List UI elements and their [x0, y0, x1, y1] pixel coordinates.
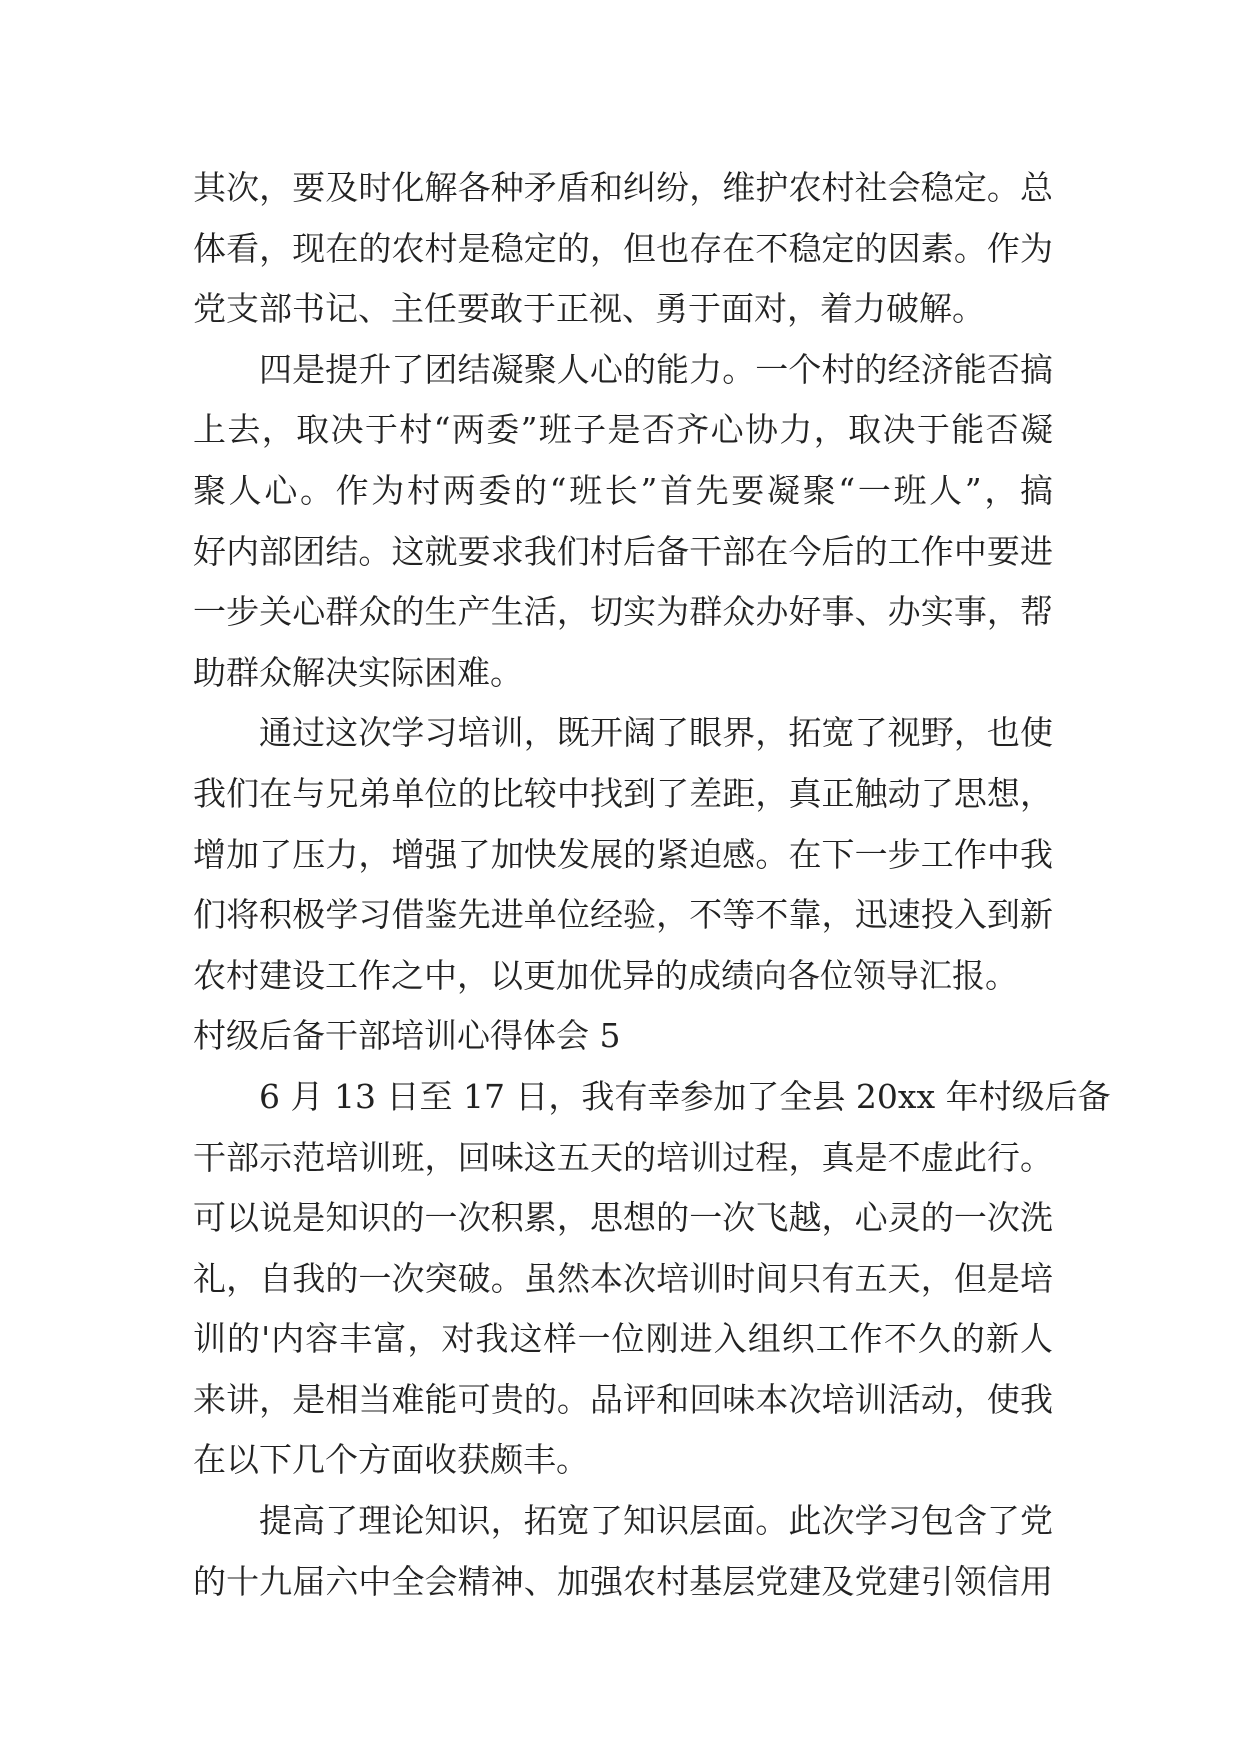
text-line: 其次，要及时化解各种矛盾和纠纷，维护农村社会稳定。总 [193, 168, 1053, 207]
heading-text: 村级后备干部培训心得体会 5 [193, 1016, 621, 1056]
paragraph-5 [193, 1491, 1053, 1612]
document-body [193, 158, 1111, 1612]
text-line: 训的'内容丰富，对我这样一位刚进入组织工作不久的新人 [193, 1319, 1053, 1359]
text-line: 可以说是知识的一次积累，思想的一次飞越，心灵的一次洗 [193, 1198, 1053, 1238]
text-line: 好内部团结。这就要求我们村后备干部在今后的工作中要进 [193, 531, 1053, 571]
section-heading [193, 1006, 1053, 1067]
text-line: 礼，自我的一次突破。虽然本次培训时间只有五天，但是培 [193, 1258, 1053, 1298]
text-line: 上去，取决于村“两委”班子是否齐心协力，取决于能否凝 [193, 410, 1053, 450]
text-line: 提高了理论知识，拓宽了知识层面。此次学习包含了党 [259, 1501, 1053, 1541]
text-line: 干部示范培训班，回味这五天的培训过程，真是不虚此行。 [193, 1137, 1053, 1177]
paragraph-3 [193, 703, 1053, 1006]
text-line: 来讲，是相当难能可贵的。品评和回味本次培训活动，使我 [193, 1379, 1053, 1419]
paragraph-2 [193, 340, 1053, 704]
text-line: 农村建设工作之中，以更加优异的成绩向各位领导汇报。 [193, 955, 1018, 995]
text-line: 聚人心。作为村两委的“班长”首先要凝聚“一班人”，搞 [193, 470, 1053, 510]
text-line: 在以下几个方面收获颇丰。 [193, 1440, 589, 1480]
text-line: 6 月 13 日至 17 日，我有幸参加了全县 20xx 年村级后备 [259, 1076, 1111, 1116]
text-line: 助群众解决实际困难。 [193, 652, 523, 692]
paragraph-4 [193, 1067, 1111, 1491]
text-line: 们将积极学习借鉴先进单位经验，不等不靠，迅速投入到新 [193, 895, 1053, 935]
text-line: 一步关心群众的生产生活，切实为群众办好事、办实事，帮 [193, 592, 1053, 632]
text-line: 四是提升了团结凝聚人心的能力。一个村的经济能否搞 [259, 349, 1053, 389]
text-line: 通过这次学习培训，既开阔了眼界，拓宽了视野，也使 [259, 713, 1053, 753]
text-line: 党支部书记、主任要敢于正视、勇于面对，着力破解。 [193, 289, 985, 329]
paragraph-1 [193, 158, 1053, 340]
text-line: 体看，现在的农村是稳定的，但也存在不稳定的因素。作为 [193, 228, 1053, 268]
text-line: 增加了压力，增强了加快发展的紧迫感。在下一步工作中我 [193, 834, 1053, 874]
text-line: 的十九届六中全会精神、加强农村基层党建及党建引领信用 [193, 1561, 1053, 1601]
text-line: 我们在与兄弟单位的比较中找到了差距，真正触动了思想， [193, 773, 1053, 813]
